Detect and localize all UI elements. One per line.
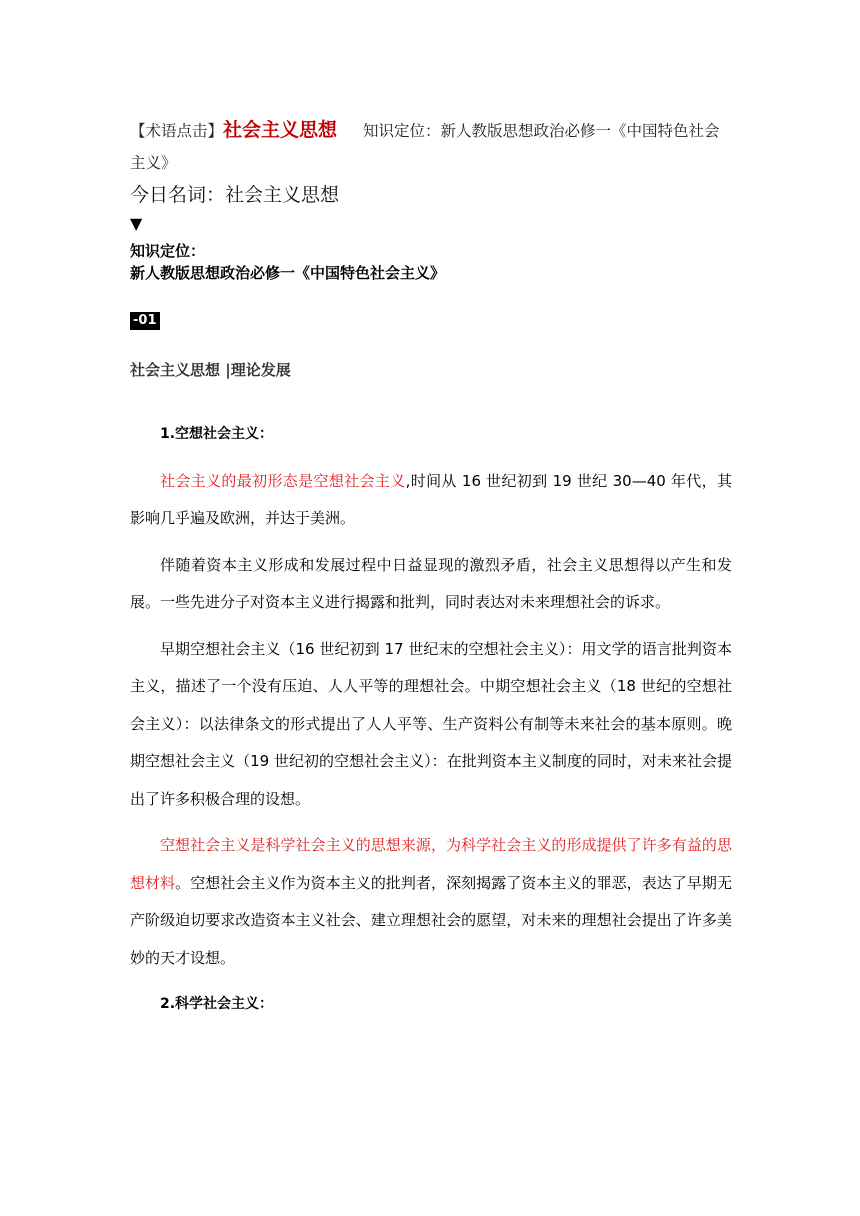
- header-line: [130, 114, 732, 179]
- paragraph-2: 伴随着资本主义形成和发展过程中日益显现的激烈矛盾，社会主义思想得以产生和发展。一些先进分子对资本主义进行揭露和批判，同时表达对未来理想社会的诉求。: [130, 555, 732, 611]
- section-number-badge: -01: [130, 312, 160, 330]
- knowledge-label: 知识定位：: [130, 242, 206, 260]
- highlight-text: 空想社会主义是科学社会主义的思想来源，为科学社会主义的形成提供了许多有益的思想材料: [130, 836, 732, 892]
- knowledge-value: 新人教版思想政治必修一《中国特色社会主义》: [130, 264, 446, 282]
- article-body: [130, 416, 732, 1033]
- highlight-text: 社会主义的最初形态是空想社会主义: [160, 471, 406, 490]
- subheading-scientific: 2.科学社会主义：: [160, 996, 274, 1012]
- down-triangle-icon: ▼: [130, 214, 143, 233]
- subheading-utopian: 1.空想社会主义：: [160, 426, 274, 442]
- paragraph-3: 早期空想社会主义（16 世纪初到 17 世纪末的空想社会主义）：用文学的语言批判资本主义，描述了一个没有压迫、人人平等的理想社会。中期空想社会主义（18 世纪的空想社会主义）：以法律条文的形式提出了人人平等、生产资料公有制等未来社会的基本原则。晚期空想社会主义（19 世纪初的空想社会主义）：在批判资本主义制度的同时，对未来社会提出了许多积极合理的设想。: [130, 639, 732, 808]
- header-positioning: 知识定位：新人教版思想政治必修一《中国特色社会主义》: [130, 122, 720, 172]
- paragraph-4: [130, 827, 732, 977]
- paragraph-1: [130, 463, 732, 538]
- section-title: 社会主义思想 |理论发展: [130, 361, 291, 379]
- paragraph-text: 。空想社会主义作为资本主义的批判者，深刻揭露了资本主义的罪恶，表达了早期无产阶级迫切要求改造资本主义社会、建立理想社会的愿望，对未来的理想社会提出了许多美妙的天才设想。: [130, 873, 732, 967]
- term-highlight: 社会主义思想: [223, 119, 338, 141]
- term-bracket-label: 【术语点击】: [130, 122, 224, 140]
- paragraph-text: ,时间从 16 世纪初到 19 世纪 30—40 年代，其影响几乎遍及欧洲，并达于美洲。: [130, 471, 732, 527]
- today-term: 今日名词：社会主义思想: [130, 184, 340, 206]
